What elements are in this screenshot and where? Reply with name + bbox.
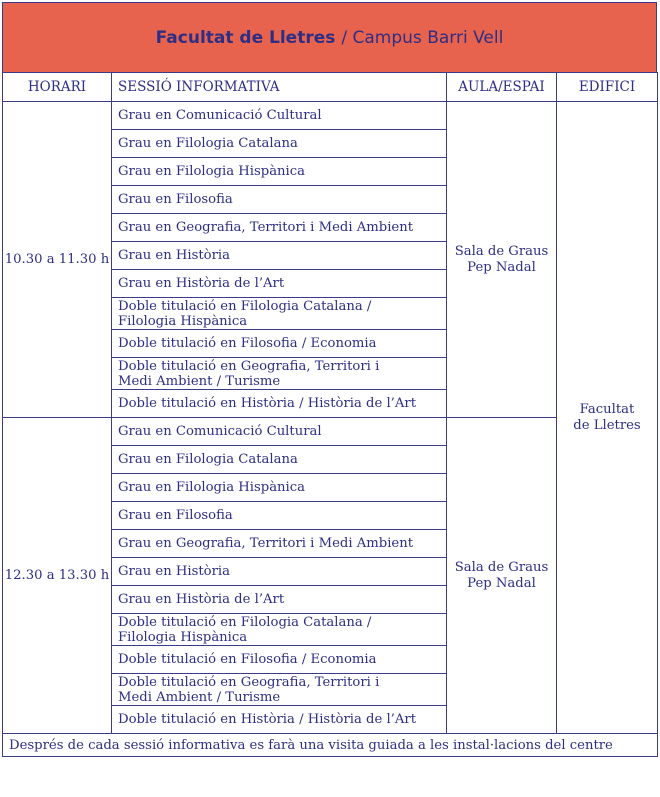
session-line: Grau en Comunicació Cultural xyxy=(118,108,322,123)
table-row xyxy=(3,102,658,130)
building-line: Facultat xyxy=(579,401,635,417)
session-line: Filologia Hispànica xyxy=(118,313,248,329)
session-line: Medi Ambient / Turisme xyxy=(118,689,281,705)
session-line: Grau en Filologia Hispànica xyxy=(118,164,306,179)
session-line: Grau en Filologia Catalana xyxy=(118,452,298,467)
session-line: Doble titulació en Filosofia / Economia xyxy=(118,336,377,351)
session-line: Grau en Geografia, Territori i Medi Ambient xyxy=(118,536,414,551)
table-body xyxy=(3,102,658,734)
session-cell xyxy=(112,130,447,158)
time-slot-cell: 10.30 a 11.30 h xyxy=(3,102,112,418)
session-line: Doble titulació en Filosofia / Economia xyxy=(118,652,377,667)
session-line: Grau en Història de l’Art xyxy=(118,276,285,291)
banner-campus-name: / Campus Barri Vell xyxy=(341,27,504,48)
session-line: Grau en Geografia, Territori i Medi Ambient xyxy=(118,220,414,235)
session-line: Grau en Filologia Catalana xyxy=(118,136,298,151)
room-line: Sala de Graus xyxy=(454,559,549,575)
session-cell xyxy=(112,558,447,586)
session-cell xyxy=(112,614,447,646)
session-line: Grau en Filosofia xyxy=(118,192,233,207)
banner-faculty-name: Facultat de Lletres xyxy=(155,27,336,48)
session-cell xyxy=(112,186,447,214)
session-cell xyxy=(112,102,447,130)
session-line: Grau en Història xyxy=(118,564,230,579)
building-line: de Lletres xyxy=(573,417,641,433)
session-cell xyxy=(112,298,447,330)
building-cell xyxy=(557,102,658,734)
session-line: Doble titulació en Història / Història de l’Art xyxy=(118,396,416,411)
session-cell xyxy=(112,530,447,558)
session-line: Doble titulació en Filologia Catalana / xyxy=(118,298,372,314)
session-line: Grau en Història de l’Art xyxy=(118,592,285,607)
session-cell xyxy=(112,706,447,734)
session-cell xyxy=(112,418,447,446)
header-sessio: SESSIÓ INFORMATIVA xyxy=(112,73,447,102)
session-cell xyxy=(112,330,447,358)
header-row xyxy=(3,73,658,102)
session-cell xyxy=(112,358,447,390)
session-line: Filologia Hispànica xyxy=(118,629,248,645)
session-cell xyxy=(112,214,447,242)
session-cell xyxy=(112,158,447,186)
session-line: Grau en Filosofia xyxy=(118,508,233,523)
session-cell xyxy=(112,390,447,418)
session-cell xyxy=(112,242,447,270)
note-row xyxy=(3,734,658,757)
room-line: Pep Nadal xyxy=(467,575,536,591)
session-line: Grau en Filologia Hispànica xyxy=(118,480,306,495)
header-aula: AULA/ESPAI xyxy=(447,73,557,102)
session-cell xyxy=(112,502,447,530)
room-line: Pep Nadal xyxy=(467,259,536,275)
session-cell xyxy=(112,446,447,474)
faculty-banner xyxy=(2,2,657,72)
session-line: Doble titulació en Filologia Catalana / xyxy=(118,614,372,630)
header-horari: HORARI xyxy=(3,73,112,102)
session-line: Doble titulació en Geografia, Territori i xyxy=(118,358,380,374)
session-line: Medi Ambient / Turisme xyxy=(118,373,281,389)
session-line: Grau en Història xyxy=(118,248,230,263)
footer-note: Després de cada sessió informativa es farà una visita guiada a les instal·lacions del centre xyxy=(3,734,658,757)
session-cell xyxy=(112,270,447,298)
session-cell xyxy=(112,474,447,502)
sessions-table xyxy=(2,72,658,757)
room-cell xyxy=(447,418,557,734)
session-line: Doble titulació en Història / Història de l’Art xyxy=(118,712,416,727)
room-cell xyxy=(447,102,557,418)
room-line: Sala de Graus xyxy=(454,243,549,259)
session-line: Doble titulació en Geografia, Territori i xyxy=(118,674,380,690)
session-line: Grau en Comunicació Cultural xyxy=(118,424,322,439)
time-slot-cell: 12.30 a 13.30 h xyxy=(3,418,112,734)
session-cell xyxy=(112,646,447,674)
session-cell xyxy=(112,586,447,614)
session-cell xyxy=(112,674,447,706)
header-edifici: EDIFICI xyxy=(557,73,658,102)
